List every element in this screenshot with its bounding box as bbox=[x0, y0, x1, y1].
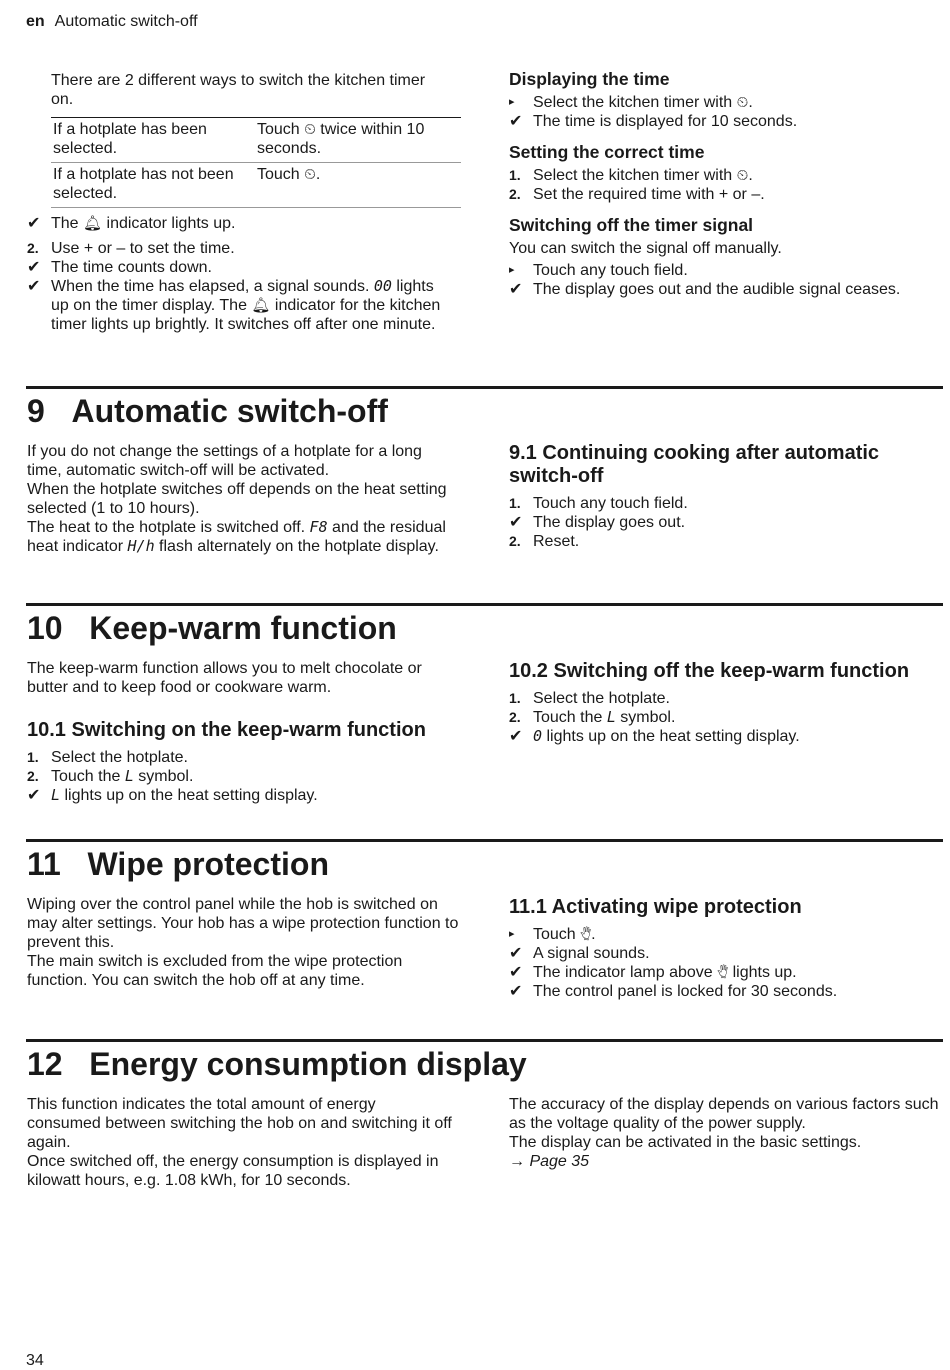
paragraph: The accuracy of the display depends on various factors such as the voltage quality of the power supply. bbox=[509, 1096, 939, 1132]
subsection-heading: 11.1 Activating wipe protection bbox=[509, 896, 802, 918]
check-icon: ✔ bbox=[509, 281, 523, 298]
check-icon: ✔ bbox=[27, 259, 41, 276]
arrow-icon: ▸ bbox=[509, 928, 515, 940]
timer-intro-text: There are 2 different ways to switch the kitchen timer on. bbox=[51, 72, 426, 108]
list-item: ▸ Touch any touch field. bbox=[509, 262, 688, 279]
list-item: ✔ A signal sounds. bbox=[509, 945, 650, 962]
check-icon: ✔ bbox=[27, 278, 41, 295]
check-icon: ✔ bbox=[509, 983, 523, 1000]
section-divider bbox=[26, 386, 943, 389]
paragraph: The keep-warm function allows you to melt chocolate or butter and to keep food or cookware warm. bbox=[27, 660, 422, 696]
paragraph: When the hotplate switches off depends on the heat setting selected (1 to 10 hours). bbox=[27, 481, 447, 517]
list-item: 1. Select the hotplate. bbox=[509, 690, 670, 707]
table-cell: If a hotplate has been selected. bbox=[53, 121, 207, 157]
list-item: 2. Reset. bbox=[509, 533, 580, 550]
section-10-left bbox=[27, 659, 452, 805]
timer-intro bbox=[51, 71, 461, 208]
paragraph: Wiping over the control panel while the hob is switched on may alter settings. Your hob has a wipe protection function to prevent this. bbox=[27, 896, 459, 951]
section-11-title: 11 Wipe protection bbox=[27, 846, 329, 882]
table-cell: Touch ⏲ twice within 10 seconds. bbox=[257, 121, 425, 157]
subsection-heading: 9.1 Continuing cooking after automatic switch-off bbox=[509, 442, 880, 487]
wipe-protection-icon: 🖐︎ bbox=[717, 964, 729, 981]
section-12-title: 12 Energy consumption display bbox=[27, 1046, 527, 1082]
timer-icon: ⏲ bbox=[304, 121, 316, 138]
timer-right-column bbox=[509, 70, 945, 299]
section-divider bbox=[26, 839, 943, 842]
check-icon: ✔ bbox=[509, 514, 523, 531]
heading-timer-signal: Switching off the timer signal bbox=[509, 215, 754, 235]
heading-displaying-time: Displaying the time bbox=[509, 69, 670, 89]
list-item: ✔ The time is displayed for 10 seconds. bbox=[509, 113, 798, 130]
check-icon: ✔ bbox=[509, 113, 523, 130]
list-item: ✔ When the time has elapsed, a signal sounds. 00 lights up on the timer display. The 🔔︎ indicator for the kitchen timer lights up brightly. It switches off after one minute. bbox=[27, 277, 441, 333]
table-cell: Touch ⏲. bbox=[257, 166, 321, 183]
list-item: 2. Touch the L symbol. bbox=[27, 767, 194, 785]
section-divider bbox=[26, 603, 943, 606]
paragraph: This function indicates the total amount of energy consumed between switching the hob on and switching it off again. bbox=[27, 1096, 452, 1151]
timer-steps bbox=[27, 214, 447, 334]
section-11-1 bbox=[509, 896, 939, 1001]
page-number: 34 bbox=[26, 1352, 44, 1369]
section-12-left bbox=[27, 1095, 452, 1190]
list-item: ✔ The display goes out and the audible signal ceases. bbox=[509, 281, 901, 298]
subsection-heading: 10.1 Switching on the keep-warm function bbox=[27, 719, 426, 741]
list-item: ✔ 0 lights up on the heat setting display. bbox=[509, 727, 800, 745]
timer-icon: ⏲ bbox=[304, 166, 316, 183]
timer-icon: ⏲ bbox=[736, 94, 749, 111]
list-item: ✔ The control panel is locked for 30 seconds. bbox=[509, 983, 838, 1000]
page-reference-link[interactable]: → Page 35 bbox=[509, 1153, 590, 1170]
section-divider bbox=[26, 1039, 943, 1042]
section-9-1 bbox=[509, 442, 929, 551]
section-9-body bbox=[27, 442, 452, 556]
list-item: ▸ Select the kitchen timer with ⏲. bbox=[509, 94, 753, 111]
section-10-title: 10 Keep-warm function bbox=[27, 610, 397, 646]
timer-signal-text: You can switch the signal off manually. bbox=[509, 240, 782, 257]
list-item: ▸ Touch 🖐︎. bbox=[509, 926, 596, 943]
section-12-right bbox=[509, 1095, 945, 1171]
table-cell: If a hotplate has not been selected. bbox=[53, 166, 234, 202]
list-item: 2. Touch the L symbol. bbox=[509, 708, 676, 726]
paragraph: Once switched off, the energy consumption is displayed in kilowatt hours, e.g. 1.08 kWh, for 10 seconds. bbox=[27, 1153, 439, 1189]
bell-icon: 🔔︎ bbox=[83, 215, 103, 232]
paragraph: The main switch is excluded from the wipe protection function. You can switch the hob off at any time. bbox=[27, 953, 403, 989]
list-item: ✔ The 🔔︎ indicator lights up. bbox=[27, 215, 236, 232]
arrow-icon: ▸ bbox=[509, 264, 515, 276]
list-item: ✔ The display goes out. bbox=[509, 514, 686, 531]
section-9-title: 9 Automatic switch-off bbox=[27, 393, 388, 429]
check-icon: ✔ bbox=[27, 215, 41, 232]
check-icon: ✔ bbox=[509, 728, 523, 745]
wipe-protection-icon: 🖐︎ bbox=[580, 926, 592, 943]
list-item: 1. Select the kitchen timer with ⏲. bbox=[509, 167, 753, 184]
list-item: ✔ The time counts down. bbox=[27, 259, 212, 276]
bell-icon: 🔔︎ bbox=[251, 297, 271, 314]
table-row bbox=[51, 163, 461, 208]
subsection-heading: 10.2 Switching off the keep-warm function bbox=[509, 660, 910, 682]
paragraph: The heat to the hotplate is switched off. F8 and the residual heat indicator H/h flash alternately on the hotplate display. bbox=[27, 518, 446, 555]
language-code: en bbox=[26, 13, 45, 30]
check-icon: ✔ bbox=[509, 964, 523, 981]
timer-table bbox=[51, 117, 461, 208]
heading-setting-time: Setting the correct time bbox=[509, 142, 705, 162]
running-title: Automatic switch-off bbox=[54, 13, 198, 30]
check-icon: ✔ bbox=[27, 787, 41, 804]
list-item: ✔ The indicator lamp above 🖐︎ lights up. bbox=[509, 964, 797, 981]
list-item: 1. Select the hotplate. bbox=[27, 749, 188, 766]
paragraph: The display can be activated in the basic settings. bbox=[509, 1134, 862, 1151]
table-row bbox=[51, 118, 461, 163]
arrow-icon: ▸ bbox=[509, 96, 515, 108]
section-11-body bbox=[27, 895, 462, 990]
timer-icon: ⏲ bbox=[736, 167, 749, 184]
list-item: 2. Use + or – to set the time. bbox=[27, 240, 235, 257]
list-item: ✔ L lights up on the heat setting display. bbox=[27, 786, 318, 804]
list-item: 1. Touch any touch field. bbox=[509, 495, 688, 512]
section-10-right bbox=[509, 660, 939, 746]
page-header bbox=[26, 12, 198, 31]
check-icon: ✔ bbox=[509, 945, 523, 962]
list-item: 2. Set the required time with + or –. bbox=[509, 186, 765, 203]
paragraph: If you do not change the settings of a hotplate for a long time, automatic switch-off will be activated. bbox=[27, 443, 422, 479]
